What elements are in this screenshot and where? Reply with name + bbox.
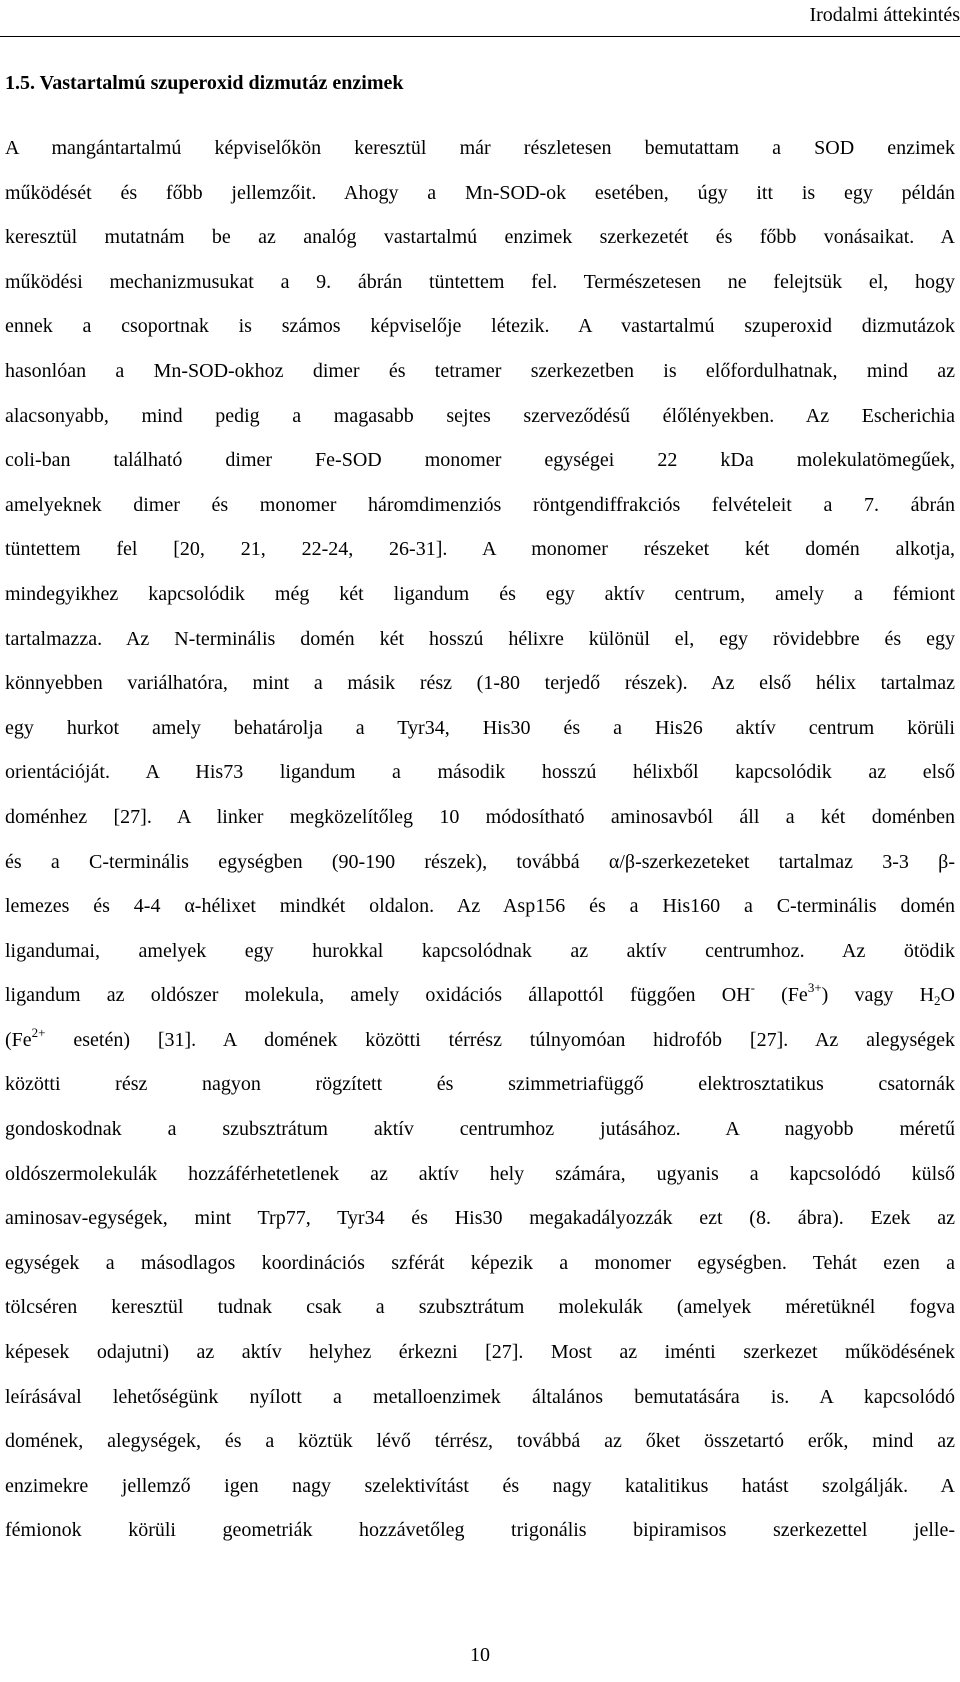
- paragraph-line: egy hurkot amely behatárolja a Tyr34, His30 és a His26 aktív centrum körüli: [5, 716, 955, 739]
- page-number: 10: [470, 1644, 490, 1666]
- charge-superscript: 2+: [31, 1024, 46, 1040]
- line-text: (Fe: [5, 1028, 32, 1051]
- line-text: esetén) [31]. A domének közötti térrész túlnyomóan hidrofób [27]. Az alegységek: [45, 1028, 955, 1051]
- paragraph-line: működését és főbb jellemzőit. Ahogy a Mn-SOD-ok esetében, úgy itt is egy példán: [5, 181, 955, 204]
- paragraph-line: enzimekre jellemző igen nagy szelektivítást és nagy katalitikus hatást szolgálják. A: [5, 1474, 955, 1497]
- paragraph-line: A mangántartalmú képviselőkön keresztül már részletesen bemutattam a SOD enzimek: [5, 137, 955, 159]
- line-text: (Fe: [754, 984, 808, 1007]
- paragraph-line: lemezes és 4-4 α-hélixet mindkét oldalon. Az Asp156 és a His160 a C-terminális domén: [5, 895, 955, 918]
- paragraph-line: tüntettem fel [20, 21, 22-24, 26-31]. A monomer részeket két domén alkotja,: [5, 538, 955, 561]
- charge-superscript: -: [750, 980, 755, 996]
- paragraph-line: alacsonyabb, mind pedig a magasabb sejtes szerveződésű élőlényekben. Az Escherichia: [5, 404, 955, 427]
- paragraph-line: közötti rész nagyon rögzített és szimmetriafüggő elektrosztatikus csatornák: [5, 1073, 955, 1096]
- paragraph-line: gondoskodnak a szubsztrátum aktív centrumhoz jutásához. A nagyobb méretű: [5, 1118, 955, 1141]
- paragraph-line: hasonlóan a Mn-SOD-okhoz dimer és tetramer szerkezetben is előfordulhatnak, mind az: [5, 359, 955, 382]
- paragraph-line: doménhez [27]. A linker megközelítőleg 10 módosítható aminosavból áll a két doménben: [5, 805, 955, 828]
- paragraph-line: működési mechanizmusukat a 9. ábrán tüntettem fel. Természetesen ne felejtsük el, hogy: [5, 270, 955, 293]
- paragraph-line-formula: [5, 973, 955, 1018]
- paragraph-line: coli-ban található dimer Fe-SOD monomer egységei 22 kDa molekulatömegűek,: [5, 449, 955, 472]
- paragraph-line: keresztül mutatnám be az analóg vastartalmú enzimek szerkezetét és főbb vonásaikat. A: [5, 226, 955, 249]
- paragraph-line: aminosav-egységek, mint Trp77, Tyr34 és His30 megakadályozzák ezt (8. ábra). Ezek az: [5, 1207, 955, 1230]
- running-header: Irodalmi áttekintés: [809, 4, 960, 26]
- paragraph-line: leírásával lehetőségünk nyílott a metalloenzimek általános bemutatására is. A kapcsolódó: [5, 1385, 955, 1408]
- paragraph-line: amelyeknek dimer és monomer háromdimenziós röntgendiffrakciós felvételeit a 7. ábrán: [5, 493, 955, 516]
- formula-subscript: 2: [934, 993, 941, 1009]
- paragraph-line: oldószermolekulák hozzáférhetetlenek az aktív hely számára, ugyanis a kapcsolódó külső: [5, 1162, 955, 1185]
- paragraph-line: ennek a csoportnak is számos képviselője létezik. A vastartalmú szuperoxid dizmutázok: [5, 315, 955, 338]
- paragraph-line: fémionok körüli geometriák hozzávetőleg trigonális bipiramisos szerkezettel jelle-: [5, 1519, 955, 1542]
- paragraph-line: egységek a másodlagos koordinációs szférát képezik a monomer egységben. Tehát ezen a: [5, 1251, 955, 1274]
- paragraph-line: tölcséren keresztül tudnak csak a szubsztrátum molekulák (amelyek méretüknél fogva: [5, 1296, 955, 1319]
- charge-superscript: 3+: [807, 980, 822, 996]
- line-text: ) vagy H: [821, 984, 935, 1007]
- paragraph-line: és a C-terminális egységben (90-190 részek), továbbá α/β-szerkezeteket tartalmaz 3-3 β-: [5, 850, 955, 873]
- line-text: ligandum az oldószer molekula, amely oxidációs állapottól függően OH: [5, 984, 751, 1007]
- section-heading: 1.5. Vastartalmú szuperoxid dizmutáz enzimek: [5, 72, 404, 94]
- paragraph-line: képesek odajutni) az aktív helyhez érkezni [27]. Most az iménti szerkezet működésének: [5, 1341, 955, 1364]
- paragraph-line: mindegyikhez kapcsolódik még két ligandum és egy aktív centrum, amely a fémiont: [5, 582, 955, 605]
- paragraph-line: tartalmazza. Az N-terminális domén két hosszú hélixre különül el, egy rövidebbre és egy: [5, 627, 955, 650]
- header-divider: [0, 36, 960, 37]
- paragraph-line: ligandumai, amelyek egy hurokkal kapcsolódnak az aktív centrumhoz. Az ötödik: [5, 939, 955, 962]
- body-paragraph: [5, 126, 955, 1553]
- paragraph-line: domének, alegységek, és a köztük lévő térrész, továbbá az őket összetartó erők, mind az: [5, 1430, 955, 1453]
- line-text: O: [940, 984, 955, 1007]
- paragraph-line-formula: [5, 1018, 955, 1063]
- paragraph-line: orientációját. A His73 ligandum a második hosszú hélixből kapcsolódik az első: [5, 761, 955, 784]
- paragraph-line: könnyebben variálhatóra, mint a másik rész (1-80 terjedő részek). Az első hélix tartalmaz: [5, 672, 955, 695]
